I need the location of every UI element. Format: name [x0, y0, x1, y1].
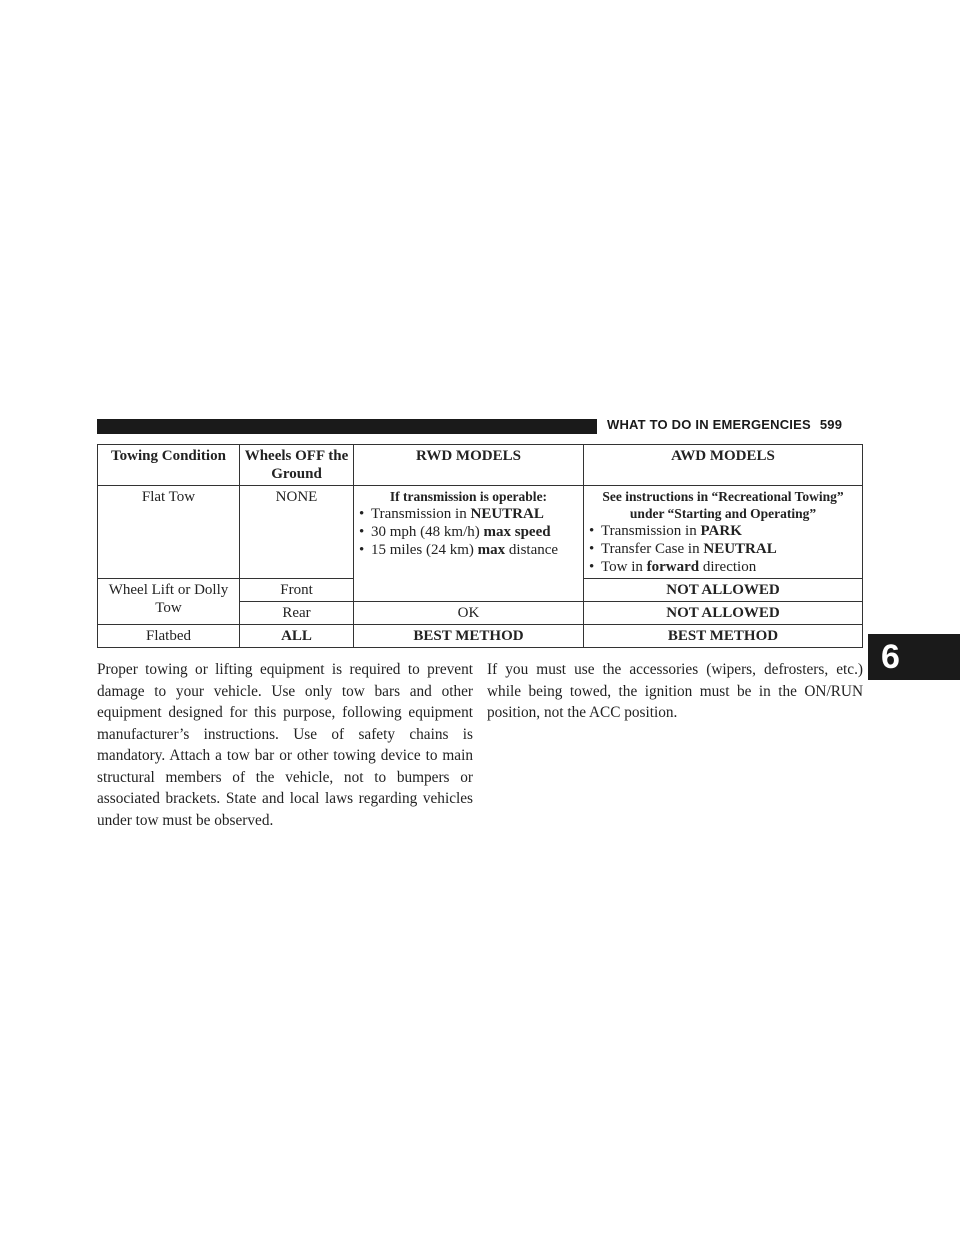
cell-awd: NOT ALLOWED: [584, 602, 863, 625]
cell-awd-instructions: [584, 486, 863, 579]
rwd-bullet-list: [358, 505, 579, 559]
chapter-tab: 6: [868, 634, 960, 680]
header-wheels-off: Wheels OFF the Ground: [240, 445, 354, 486]
towing-equipment-paragraph: Proper towing or lifting equipment is required to prevent damage to your vehicle. Use only tow bars and other equipment designed for this purpose, following equipment manufacturer’s instructions. Use of safety chains is mandatory. Attach a tow bar or other towing device to main structural members of the vehicle, not to bumpers or associated brackets. State and local laws regarding vehicles under tow must be observed.: [97, 661, 473, 829]
table-header-row: [98, 445, 863, 486]
cell-rwd-instructions: [354, 486, 584, 602]
page-number: 599: [819, 417, 843, 432]
header-towing-condition: Towing Condition: [98, 445, 240, 486]
cell-awd: BEST METHOD: [584, 625, 863, 648]
towing-table: [97, 444, 863, 648]
header-rule: [97, 419, 597, 434]
cell-awd: NOT ALLOWED: [584, 579, 863, 602]
awd-note: See instructions in “Recreational Towing” under “Starting and Operating”: [602, 489, 844, 521]
cell-wheels: ALL: [240, 625, 354, 648]
cell-wheels: Rear: [240, 602, 354, 625]
table-row: [98, 486, 863, 579]
list-item: • Transfer Case in NEUTRAL: [588, 540, 858, 558]
cell-wheels: Front: [240, 579, 354, 602]
running-header: [607, 417, 842, 432]
list-item: • Tow in forward direction: [588, 558, 858, 576]
awd-bullet-list: [588, 522, 858, 576]
list-item: • 15 miles (24 km) max distance: [358, 541, 579, 559]
table-row: [98, 625, 863, 648]
section-title: WHAT TO DO IN EMERGENCIES: [607, 417, 811, 432]
list-item: • 30 mph (48 km/h) max speed: [358, 523, 579, 541]
accessories-paragraph: If you must use the accessories (wipers, defrosters, etc.) while being towed, the ignition must be in the ON/RUN position, not the ACC position.: [487, 661, 863, 721]
list-item: • Transmission in NEUTRAL: [358, 505, 579, 523]
header-awd-models: AWD MODELS: [584, 445, 863, 486]
header-rwd-models: RWD MODELS: [354, 445, 584, 486]
cell-wheels: NONE: [240, 486, 354, 579]
cell-condition: Flatbed: [98, 625, 240, 648]
cell-rwd: BEST METHOD: [354, 625, 584, 648]
cell-condition: Wheel Lift or Dolly Tow: [98, 579, 240, 625]
cell-rwd: OK: [354, 602, 584, 625]
list-item: • Transmission in PARK: [588, 522, 858, 540]
rwd-note: If transmission is operable:: [389, 489, 548, 504]
cell-condition: Flat Tow: [98, 486, 240, 579]
